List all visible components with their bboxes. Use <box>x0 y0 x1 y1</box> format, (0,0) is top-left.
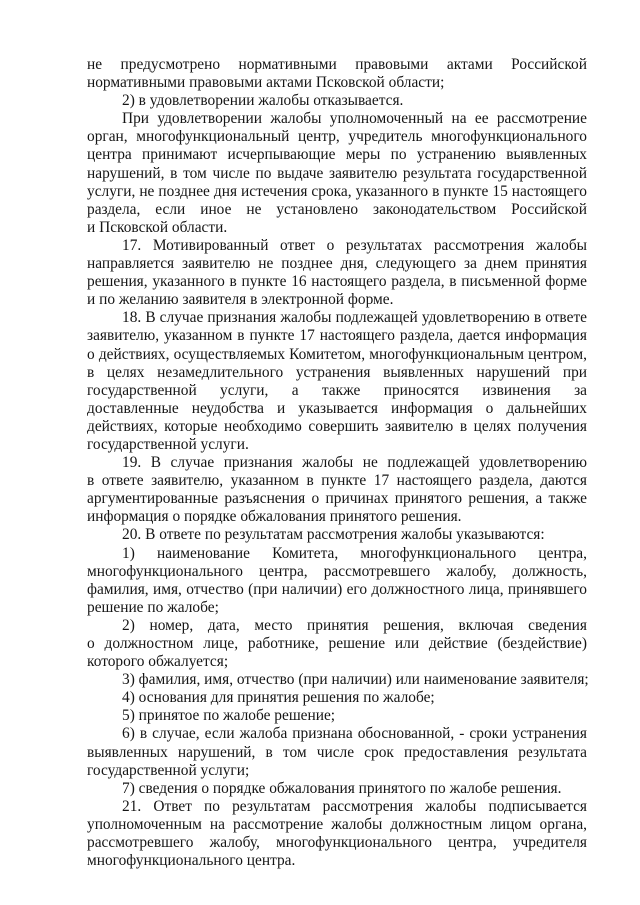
text-line: нарушений, в том числе по выдаче заявителю результата государственной <box>87 164 587 182</box>
text-line: уполномоченным на рассмотрение жалобы должностным лицом органа, <box>87 815 587 833</box>
text-line: о должностном лице, работнике, решение или действие (бездействие) <box>87 635 587 652</box>
paragraph-p-21 <box>87 798 587 870</box>
paragraph-p-17 <box>87 237 587 309</box>
text-line: нормативными правовыми актами Псковской области; <box>87 74 445 92</box>
paragraph-p-20-4 <box>87 689 587 707</box>
text-line: выявленных нарушений, в том числе срок предоставления результата <box>87 743 587 761</box>
text-line: заявителю, указанном в пункте 17 настоящего раздела, дается информация <box>87 327 587 345</box>
text-line: решения, указанного в пункте 16 настоящего раздела, в письменной форме <box>87 273 587 291</box>
text-line: орган, многофункциональный центр, учредитель многофункционального <box>87 128 587 146</box>
text-line: доставленные неудобства и указывается информация о дальнейших <box>87 399 587 417</box>
text-line: услуги, не позднее дня истечения срока, указанного в пункте 15 настоящего <box>87 182 587 200</box>
text-line: 2) номер, дата, место принятия решения, включая сведения <box>122 616 587 634</box>
text-line: аргументированные разъяснения о причинах принятого решения, а также <box>87 490 587 508</box>
text-line: информация о порядке обжалования принятого решения. <box>87 508 462 526</box>
text-line: в ответе заявителю, указанном в пункте 17 настоящего раздела, даются <box>87 472 587 490</box>
text-line: 21. Ответ по результатам рассмотрения жалобы подписывается <box>122 797 587 815</box>
text-line: фамилия, имя, отчество (при наличии) его должностного лица, принявшего <box>87 580 587 598</box>
text-line: 2) в удовлетворении жалобы отказывается. <box>122 92 404 110</box>
paragraph-p-20-5 <box>87 707 587 725</box>
text-line: При удовлетворении жалобы уполномоченный на ее рассмотрение <box>122 110 587 128</box>
paragraph-p-satisfaction <box>87 110 587 237</box>
text-line: 6) в случае, если жалоба признана обоснованной, - сроки устранения <box>122 725 587 743</box>
paragraph-p-continuation <box>87 56 587 92</box>
text-line: действиях, которые необходимо совершить заявителю в целях получения <box>87 417 587 435</box>
paragraph-p-19 <box>87 454 587 526</box>
text-line: которого обжалуется; <box>87 653 229 671</box>
text-line: центра принимают исчерпывающие меры по устранению выявленных <box>87 146 587 164</box>
document-body <box>87 56 587 870</box>
text-line: 17. Мотивированный ответ о результатах рассмотрения жалобы <box>122 236 587 254</box>
text-line: государственной услуги. <box>87 435 249 453</box>
text-line: многофункционального центра. <box>87 852 296 870</box>
text-line: многофункционального центра, рассмотревшего жалобу, должность, <box>87 562 587 580</box>
text-line: 18. В случае признания жалобы подлежащей удовлетворению в ответе <box>122 309 587 327</box>
text-line: и Псковской области. <box>87 218 228 236</box>
text-line: о действиях, осуществляемых Комитетом, многофункциональным центром, <box>87 345 587 363</box>
text-line: 1) наименование Комитета, многофункционального центра, <box>122 544 587 562</box>
paragraph-p-20-3 <box>87 671 587 689</box>
text-line: решение по жалобе; <box>87 598 219 616</box>
paragraph-p-20-1 <box>87 545 587 617</box>
paragraph-p-20 <box>87 526 587 544</box>
paragraph-p-18 <box>87 309 587 454</box>
text-line: 4) основания для принятия решения по жалобе; <box>122 689 435 707</box>
text-line: 7) сведения о порядке обжалования принятого по жалобе решения. <box>122 779 562 797</box>
text-line: государственной услуги; <box>87 761 250 779</box>
text-line: 5) принятое по жалобе решение; <box>122 707 336 725</box>
text-line: государственной услуги, а также приносятся извинения за <box>87 381 587 399</box>
paragraph-p-item-2-refuse <box>87 92 587 110</box>
text-line: 3) фамилия, имя, отчество (при наличии) или наименование заявителя; <box>122 671 589 689</box>
paragraph-p-20-2 <box>87 617 587 671</box>
paragraph-p-20-6 <box>87 725 587 779</box>
text-line: направляется заявителю не позднее дня, следующего за днем принятия <box>87 255 587 273</box>
text-line: не предусмотрено нормативными правовыми актами Российской <box>87 56 587 73</box>
text-line: раздела, если иное не установлено законодательством Российской <box>87 200 587 218</box>
text-line: в целях незамедлительного устранения выявленных нарушений при <box>87 363 587 381</box>
text-line: 19. В случае признания жалобы не подлежащей удовлетворению <box>122 454 587 472</box>
text-line: и по желанию заявителя в электронной форме. <box>87 291 394 309</box>
text-line: рассмотревшего жалобу, многофункционального центра, учредителя <box>87 834 587 852</box>
paragraph-p-20-7 <box>87 780 587 798</box>
text-line: 20. В ответе по результатам рассмотрения жалобы указываются: <box>122 526 545 544</box>
